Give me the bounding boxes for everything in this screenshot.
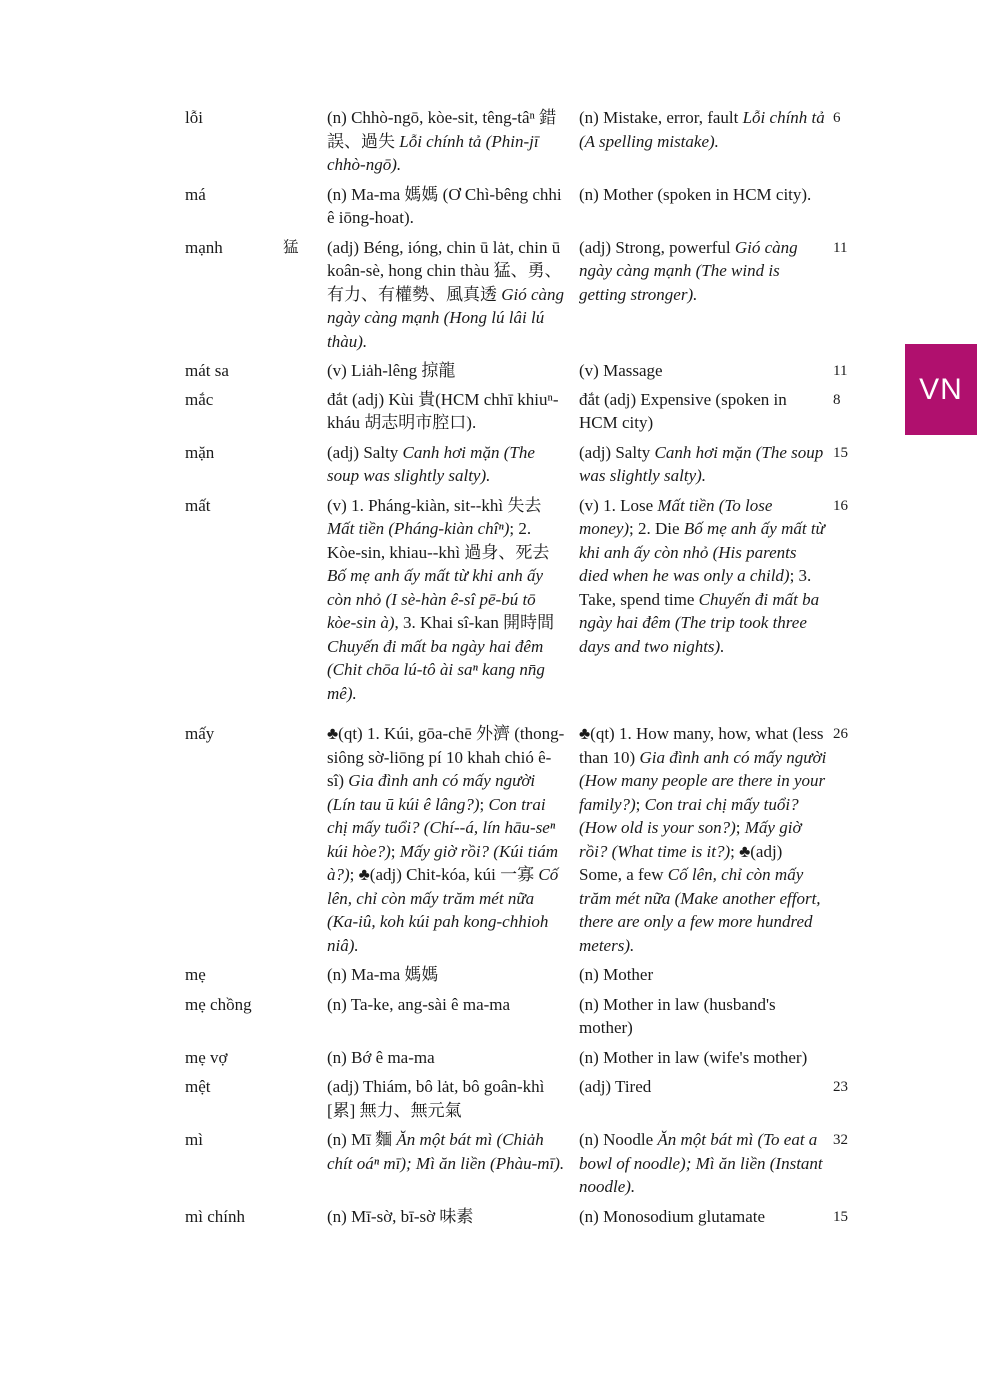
- vn-tab-label: VN: [919, 372, 963, 406]
- dictionary-entry: [185, 359, 850, 384]
- english-definition: [579, 963, 833, 987]
- taiwanese-definition: [327, 722, 579, 957]
- example-text: Con trai chị mấy tuổi? (Chí--á, lín hāu-seⁿ kúi hòe?): [327, 794, 556, 861]
- taiwanese-definition: [327, 1046, 579, 1070]
- frequency-number: [833, 963, 868, 964]
- taiwanese-definition: [327, 388, 579, 435]
- example-text: Canh hơi mặn (The soup was slightly salty).: [579, 442, 824, 485]
- english-definition: [579, 236, 833, 307]
- example-text: Chuyến đi mất ba ngày hai đêm (The trip took three days and two nights).: [579, 589, 820, 656]
- vn-index-tab: [905, 344, 977, 435]
- definition-text: (n) Chhò-ngō, kòe-sit, têng-tâⁿ 錯誤、過失: [327, 108, 557, 151]
- definition-text: (adj) Thiám, bô lȧt, bô goân-khì [累] 無力、無元氣: [327, 1077, 545, 1120]
- headword: mẹ chồng: [185, 994, 252, 1014]
- definition-text: (n) Noodle: [579, 1130, 658, 1149]
- frequency-number: 15: [833, 444, 848, 461]
- definition-text: (n) Mother: [579, 965, 654, 984]
- headword: mát sa: [185, 361, 229, 380]
- english-definition: [579, 993, 833, 1040]
- definition-text: ♣(qt) 1. Kúi, gōa-chē 外濟 (thong-siông sờ-liōng pí 10 khah chió ê-sî): [327, 724, 565, 790]
- definition-text: (adj) Tired: [579, 1077, 652, 1096]
- dictionary-entry: [185, 993, 850, 1040]
- english-definition: [579, 388, 833, 435]
- english-definition: [579, 183, 833, 207]
- example-text: Mất tiền (Pháng-kiàn chîⁿ): [327, 519, 510, 538]
- definition-text: (v) Liȧh-lêng 掠龍: [327, 361, 456, 380]
- example-text: Bố mẹ anh ấy mất từ khi anh ấy còn nhỏ (I sè-hàn ê-sî pē-bú tō kòe-sin à): [327, 566, 544, 632]
- definition-text: (adj) Salty: [327, 442, 403, 462]
- entries-list: [185, 106, 850, 1235]
- definition-text: ; ♣(adj) Chit-kóa, kúi 一寡: [349, 865, 539, 884]
- example-text: Ăn một bát mì (Chiȧh chít oáⁿ mī); Mì ăn liền (Phàu-mī).: [327, 1130, 565, 1173]
- headword: lỗi: [185, 108, 203, 127]
- definition-text: (n) Ma-ma 媽媽: [327, 965, 439, 984]
- definition-text: (n) Monosodium glutamate: [579, 1206, 766, 1226]
- english-definition: [579, 494, 833, 659]
- example-text: Mấy giờ rồi? (What time is it?): [579, 818, 802, 861]
- headword: mì: [185, 1130, 203, 1149]
- headword: mẹ vợ: [185, 1047, 228, 1067]
- taiwanese-definition: [327, 441, 579, 488]
- taiwanese-definition: [327, 183, 579, 230]
- definition-text: (adj) Strong, powerful: [579, 237, 735, 257]
- taiwanese-definition: [327, 993, 579, 1017]
- definition-text: (n) Ta-ke, ang-sài ê ma-ma: [327, 994, 511, 1014]
- dictionary-entry: [185, 494, 850, 706]
- frequency-number: [833, 183, 868, 184]
- taiwanese-definition: [327, 359, 579, 383]
- headword: má: [185, 184, 206, 204]
- taiwanese-definition: [327, 1205, 579, 1229]
- taiwanese-definition: [327, 236, 579, 354]
- example-text: Lỗi chính tả (A spelling mistake).: [579, 108, 825, 151]
- frequency-number: 32: [833, 1132, 848, 1148]
- english-definition: [579, 441, 833, 488]
- definition-text: ;: [390, 841, 400, 861]
- definition-text: ;: [735, 818, 745, 837]
- example-text: Bố mẹ anh ấy mất từ khi anh ấy còn nhỏ (His parents died when he was only a child): [579, 519, 825, 585]
- definition-text: ; ♣(adj) Some, a few: [579, 841, 783, 884]
- headword: mặn: [185, 442, 215, 462]
- example-text: Lỗi chính tả (Phin-jī chhò-ngō).: [327, 131, 539, 174]
- definition-text: đắt (adj) Expensive (spoken in HCM city): [579, 389, 787, 432]
- example-text: Chuyến đi mất ba ngày hai đêm (Chit chōa lú-tô ài saⁿ kang nn̄g mê).: [327, 636, 545, 703]
- definition-text: (n) Mī-sờ, bī-sờ 味素: [327, 1206, 474, 1226]
- frequency-number: [833, 993, 868, 994]
- definition-text: (adj) Salty: [579, 442, 655, 462]
- definition-text: (n) Mother in law (wife's mother): [579, 1047, 808, 1067]
- dictionary-entry: [185, 722, 850, 957]
- headword: mấy: [185, 724, 215, 743]
- example-text: Con trai chị mấy tuổi? (How old is your son?): [579, 794, 799, 837]
- dictionary-entry: [185, 1128, 850, 1199]
- english-definition: [579, 722, 833, 957]
- headword: mắc: [185, 389, 214, 409]
- dictionary-entry: [185, 183, 850, 230]
- dictionary-entry: [185, 388, 850, 435]
- definition-text: đắt (adj) Kùi 貴(HCM chhī khiuⁿ-kháu 胡志明市腔口).: [327, 389, 559, 432]
- definition-text: , 3. Khai sî-kan 開時間: [394, 613, 555, 632]
- example-text: Canh hơi mặn (The soup was slightly salty).: [327, 442, 535, 485]
- definition-text: ; 2. Die: [629, 519, 684, 538]
- taiwanese-definition: [327, 1075, 579, 1122]
- taiwanese-definition: [327, 106, 579, 177]
- dictionary-entry: [185, 236, 850, 354]
- definition-text: (n) Bớ ê ma-ma: [327, 1047, 435, 1067]
- headword: mệt: [185, 1077, 211, 1096]
- definition-text: (v) Massage: [579, 361, 663, 380]
- definition-text: ; 3. Take, spend time: [579, 566, 812, 609]
- dictionary-entry: [185, 1075, 850, 1122]
- headword: mì chính: [185, 1206, 245, 1226]
- example-text: Cố lên, chỉ còn mấy trăm mét nữa (Make another effort, there are only a few more hundred meters).: [579, 865, 821, 955]
- definition-text: (n) Mother in law (husband's mother): [579, 994, 776, 1037]
- taiwanese-definition: [327, 1128, 579, 1175]
- frequency-number: [833, 1046, 868, 1047]
- definition-text: (n) Mī 麵: [327, 1130, 397, 1149]
- definition-text: (n) Mistake, error, fault: [579, 108, 743, 127]
- english-definition: [579, 1075, 833, 1099]
- english-definition: [579, 106, 833, 153]
- frequency-number: 11: [833, 239, 848, 256]
- example-text: Mấy giờ rồi? (Kúi tiám à?): [327, 841, 559, 884]
- example-text: Ăn một bát mì (To eat a bowl of noodle); Mì ăn liền (Instant noodle).: [579, 1130, 823, 1196]
- example-text: Mất tiền (To lose money): [579, 495, 773, 538]
- example-text: Gia đình anh có mấy người (How many people are there in your family?): [579, 747, 827, 814]
- dictionary-entry: [185, 106, 850, 177]
- english-definition: [579, 359, 833, 383]
- dictionary-entry: [185, 963, 850, 987]
- frequency-number: 16: [833, 497, 848, 514]
- english-definition: [579, 1046, 833, 1070]
- example-text: Gia đình anh có mấy người (Lín tau ū kúi ê lâng?): [327, 771, 536, 814]
- frequency-number: 8: [833, 391, 841, 408]
- taiwanese-definition: [327, 963, 579, 987]
- definition-text: (adj) Béng, ióng, chin ū lȧt, chin ū koân-sè, hong chin thàu 猛、勇、有力、有權勢、風真透: [327, 237, 562, 304]
- frequency-number: 15: [833, 1208, 848, 1225]
- taiwanese-definition: [327, 494, 579, 706]
- example-text: Gió càng ngày càng mạnh (The wind is getting stronger).: [579, 237, 798, 304]
- hanzi-character: 猛: [283, 238, 299, 256]
- example-text: Cố lên, chỉ còn mấy trăm mét nữa (Ka-iû, koh kúi pah kong-chhioh niâ).: [327, 865, 559, 955]
- definition-text: (v) 1. Lose: [579, 495, 658, 515]
- headword: mất: [185, 495, 211, 515]
- dictionary-entry: [185, 441, 850, 488]
- english-definition: [579, 1205, 833, 1229]
- dictionary-entry: [185, 1046, 850, 1070]
- frequency-number: 11: [833, 363, 848, 379]
- definition-text: (v) 1. Pháng-kiàn, sit--khì 失去: [327, 495, 542, 515]
- definition-text: ;: [635, 794, 645, 814]
- frequency-number: 26: [833, 726, 848, 742]
- definition-text: ; 2. Kòe-sin, khiau--khì 過身、死去: [327, 519, 550, 562]
- definition-text: ♣(qt) 1. How many, how, what (less than 10): [579, 724, 824, 767]
- headword: mẹ: [185, 965, 206, 984]
- english-definition: [579, 1128, 833, 1199]
- example-text: Gió càng ngày càng mạnh (Hong lú lâi lú thàu).: [327, 284, 565, 351]
- definition-text: (n) Ma-ma 媽媽 (Ơ Chì-bêng chhi ê iōng-hoat).: [327, 184, 562, 227]
- dictionary-entry: [185, 1205, 850, 1230]
- frequency-number: 23: [833, 1079, 848, 1095]
- headword: mạnh: [185, 237, 223, 257]
- definition-text: ;: [479, 794, 489, 814]
- frequency-number: 6: [833, 110, 841, 126]
- definition-text: (n) Mother (spoken in HCM city).: [579, 184, 812, 204]
